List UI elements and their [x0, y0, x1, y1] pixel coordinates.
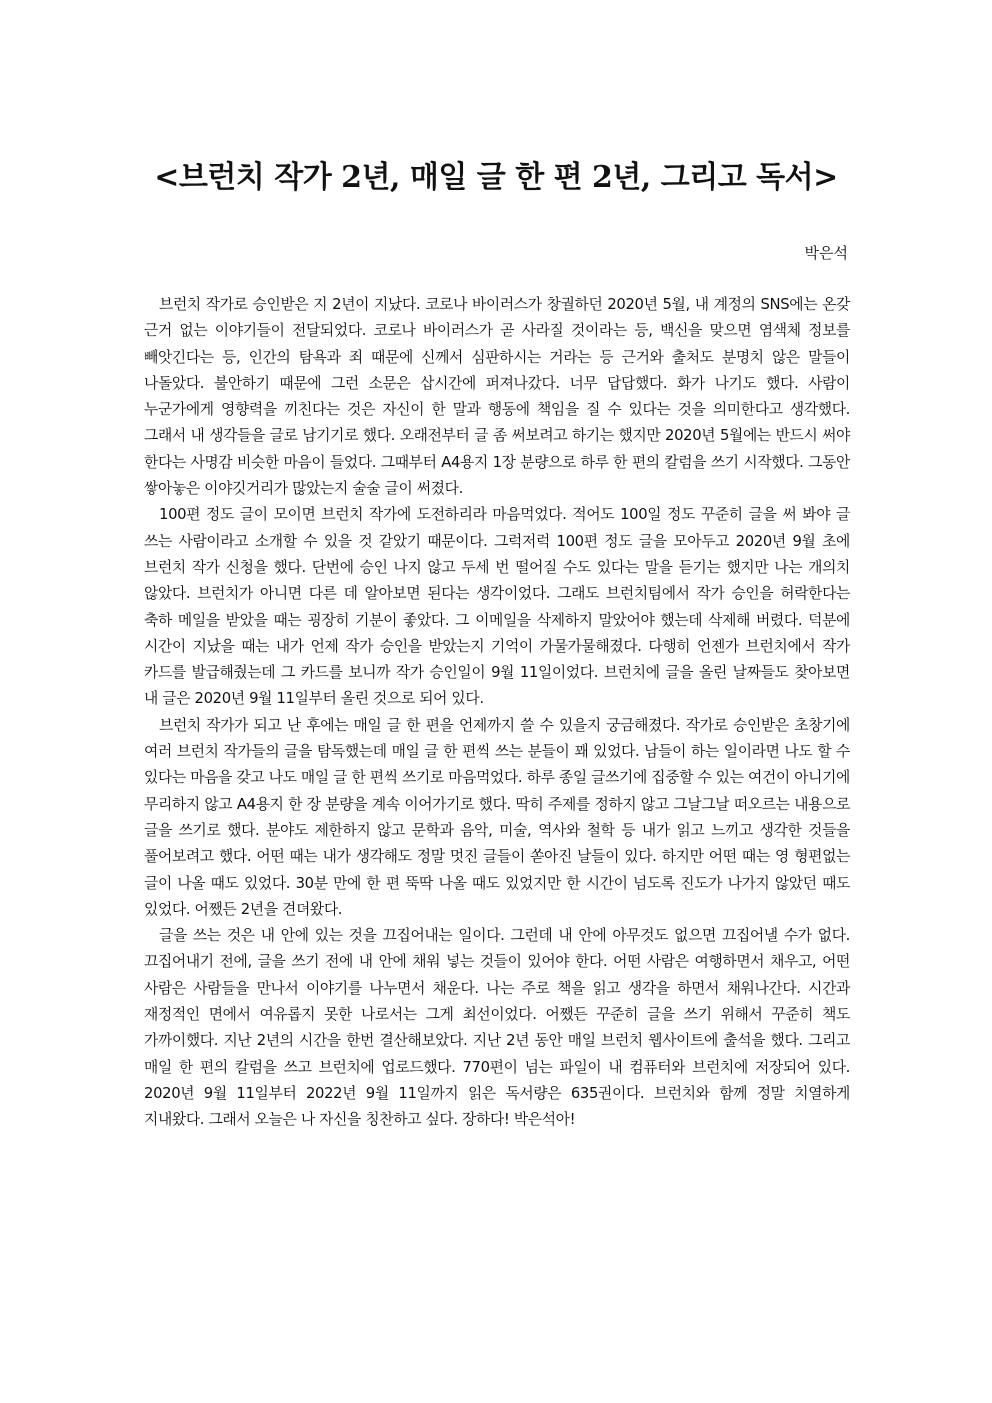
document-body [144, 292, 850, 1134]
document-title: <브런치 작가 2년, 매일 글 한 편 2년, 그리고 독서> [154, 160, 838, 195]
paragraph-1: 브런치 작가로 승인받은 지 2년이 지났다. 코로나 바이러스가 창궐하던 2020년 5월, 내 계정의 SNS에는 온갖 근거 없는 이야기들이 전달되었다. 코로나 바이러스가 곧 사라질 것이라는 등, 백신을 맞으면 염색체 정보를 빼앗긴다는 등, 인간의 탐욕과 죄 때문에 신께서 심판하시는 거라는 등 근거와 출처도 분명치 않은 말들이 나돌았다. 불안하기 때문에 그런 소문은 삽시간에 퍼져나갔다. 너무 답답했다. 화가 나기도 했다. 사람이 누군가에게 영향력을 끼친다는 것은 자신이 한 말과 행동에 책임을 질 수 있다는 것을 의미한다고 생각했다. 그래서 내 생각들을 글로 남기기로 했다. 오래전부터 글 좀 써보려고 하기는 했지만 2020년 5월에는 반드시 써야 한다는 사명감 비슷한 마음이 들었다. 그때부터 A4용지 1장 분량으로 하루 한 편의 칼럼을 쓰기 시작했다. 그동안 쌓아놓은 이야깃거리가 많았는지 술술 글이 써졌다. [144, 296, 850, 498]
author-name: 박은석 [804, 244, 848, 262]
paragraph-3: 브런치 작가가 되고 난 후에는 매일 글 한 편을 언제까지 쓸 수 있을지 궁금해졌다. 작가로 승인받은 초창기에 여러 브런치 작가들의 글을 탐독했는데 매일 글 한 편씩 쓰는 분들이 꽤 있었다. 남들이 하는 일이라면 나도 할 수 있다는 마음을 갖고 나도 매일 글 한 편씩 쓰기로 마음먹었다. 하루 종일 글쓰기에 집중할 수 있는 여건이 아니기에 무리하지 않고 A4용지 한 장 분량을 계속 이어가기로 했다. 딱히 주제를 정하지 않고 그날그날 떠오르는 내용으로 글을 쓰기로 했다. 분야도 제한하지 않고 문학과 음악, 미술, 역사와 철학 등 내가 읽고 느끼고 생각한 것들을 풀어보려고 했다. 어떤 때는 내가 생각해도 정말 멋진 글들이 쏟아진 날들이 있다. 하지만 어떤 때는 영 형편없는 글이 나올 때도 있었다. 30분 만에 한 편 뚝딱 나올 때도 있었지만 한 시간이 넘도록 진도가 나가지 않았던 때도 있었다. 어쨌든 2년을 견뎌왔다. [144, 716, 850, 918]
paragraph-2: 100편 정도 글이 모이면 브런치 작가에 도전하리라 마음먹었다. 적어도 100일 정도 꾸준히 글을 써 봐야 글 쓰는 사람이라고 소개할 수 있을 것 같았기 때문이다. 그럭저럭 100편 정도 글을 모아두고 2020년 9월 초에 브런치 작가 신청을 했다. 단번에 승인 나지 않고 두세 번 떨어질 수도 있다는 말을 듣기는 했지만 나는 개의치 않았다. 브런치가 아니면 다른 데 알아보면 된다는 생각이었다. 그래도 브런치팀에서 작가 승인을 허락한다는 축하 메일을 받았을 때는 굉장히 기분이 좋았다. 그 이메일을 삭제하지 말았어야 했는데 삭제해 버렸다. 덕분에 시간이 지났을 때는 내가 언제 작가 승인을 받았는지 기억이 가물가물해졌다. 다행히 언젠가 브런치에서 작가 카드를 발급해줬는데 그 카드를 보니까 작가 승인일이 9월 11일이었다. 브런치에 글을 올린 날짜들도 찾아보면 내 글은 2020년 9월 11일부터 올린 것으로 되어 있다. [144, 506, 850, 708]
paragraph-4: 글을 쓰는 것은 내 안에 있는 것을 끄집어내는 일이다. 그런데 내 안에 아무것도 없으면 끄집어낼 수가 없다. 끄집어내기 전에, 글을 쓰기 전에 내 안에 채워 넣는 것들이 있어야 한다. 어떤 사람은 여행하면서 채우고, 어떤 사람은 사람들을 만나서 이야기를 나누면서 채운다. 나는 주로 책을 읽고 생각을 하면서 채워나간다. 시간과 재정적인 면에서 여유롭지 못한 나로서는 그게 최선이었다. 어쨌든 꾸준히 글을 쓰기 위해서 꾸준히 책도 가까이했다. 지난 2년의 시간을 한번 결산해보았다. 지난 2년 동안 매일 브런치 웹사이트에 출석을 했다. 그리고 매일 한 편의 칼럼을 쓰고 브런치에 업로드했다. 770편이 넘는 파일이 내 컴퓨터와 브런치에 저장되어 있다. 2020년 9월 11일부터 2022년 9월 11일까지 읽은 독서량은 635권이다. 브런치와 함께 정말 치열하게 지내왔다. 그래서 오늘은 나 자신을 칭찬하고 싶다. 장하다! 박은석아! [144, 927, 850, 1129]
